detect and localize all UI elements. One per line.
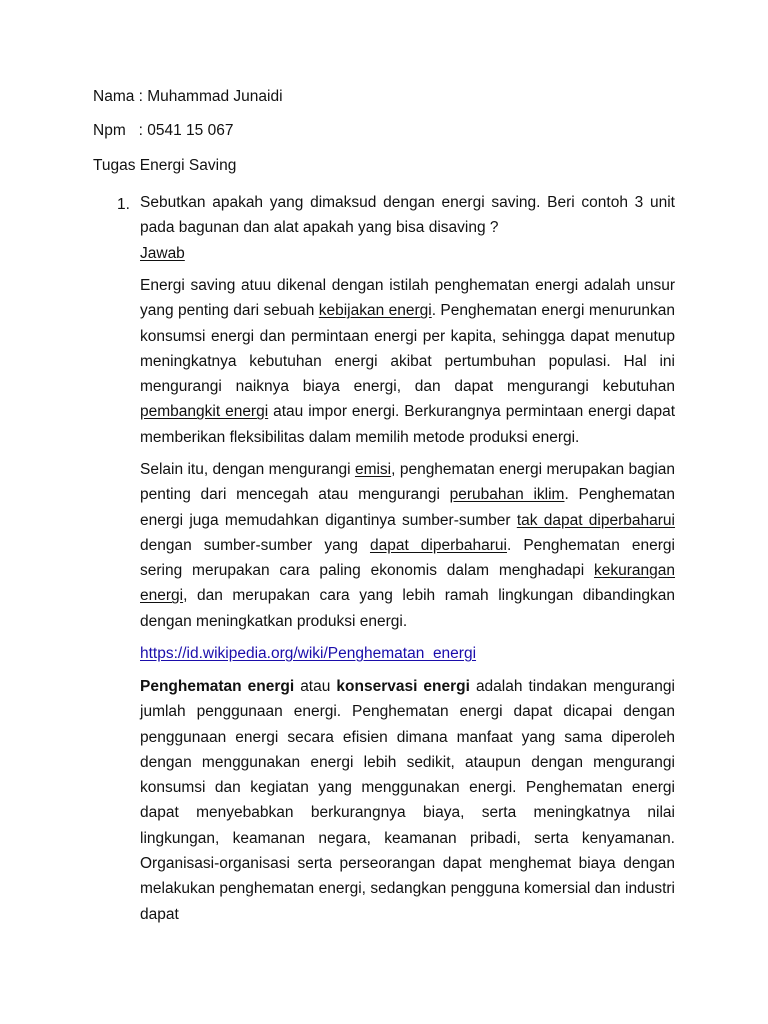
para1-text-1: Energi saving atuu dikenal dengan istilah penghematan energi adalah unsur yang penting dari sebuah bbox=[140, 277, 675, 320]
para3-text-2: adalah tindakan mengurangi jumlah penggunaan energi. Penghematan energi dapat dicapai dengan penggunaan energi secara efisien dimana manfaat yang sama diperoleh dengan menggunakan energi lebih sedikit, ataupun dengan mengurangi konsumsi dan kegiatan yang menggunakan energi. Penghematan energi dapat menyebabkan berkurangnya biaya, serta meningkatnya nilai lingkungan, keamanan negara, keamanan pribadi, serta kenyamanan. Organisasi-organisasi serta perseorangan dapat menghemat biaya dengan melakukan penghematan energi, sedangkan pengguna komersial dan industri dapat bbox=[140, 678, 675, 923]
source-url-link[interactable]: https://id.wikipedia.org/wiki/Penghematan_energi bbox=[140, 645, 477, 662]
answer-paragraph-1 bbox=[140, 273, 675, 450]
para2-text-4: dengan sumber-sumber yang bbox=[140, 536, 370, 554]
para2-text-5: . Penghematan energi sering merupakan cara paling ekonomis dalam menghadapi bbox=[140, 536, 675, 580]
link-perubahan-iklim[interactable]: perubahan iklim bbox=[449, 486, 565, 504]
answer-label: Jawab bbox=[140, 244, 185, 262]
term-konservasi-energi: konservasi energi bbox=[336, 678, 470, 695]
question-number: 1. bbox=[117, 196, 130, 213]
question-text: Sebutkan apakah yang dimaksud dengan energi saving. Beri contoh 3 unit pada bagunan dan alat apakah yang bisa disaving ? bbox=[140, 194, 675, 237]
link-emisi[interactable]: emisi bbox=[354, 461, 392, 478]
para1-text-2: . Penghematan energi menurunkan konsumsi energi dan permintaan energi per kapita, sehingga dapat menutup meningkatnya kebutuhan energi akibat pertumbuhan populasi. Hal ini mengurangi naiknya biaya energi, dan dapat mengurangi kebutuhan bbox=[140, 302, 676, 396]
link-kekurangan-energi[interactable]: kekurangan energi bbox=[140, 562, 675, 605]
para2-text-1: Selain itu, dengan mengurangi bbox=[140, 461, 355, 478]
source-block bbox=[140, 641, 675, 666]
para2-text-6: , dan merupakan cara yang lebih ramah lingkungan dibandingkan dengan meningkatkan produksi energi. bbox=[140, 587, 675, 630]
link-kebijakan-energi[interactable]: kebijakan energi bbox=[318, 302, 432, 320]
answer-paragraph-3 bbox=[140, 674, 675, 927]
student-npm: Npm : 0541 15 067 bbox=[93, 122, 234, 139]
para1-text-3: atau impor energi. Berkurangnya permintaan energi dapat memberikan fleksibilitas dalam memilih metode produksi energi. bbox=[140, 403, 676, 446]
link-pembangkit-energi[interactable]: pembangkit energi bbox=[140, 403, 269, 421]
para2-text-2: , penghematan energi merupakan bagian penting dari mencegah atau mengurangi bbox=[140, 461, 676, 504]
assignment-title: Tugas Energi Saving bbox=[93, 157, 237, 174]
link-tak-dapat-diperbaharui[interactable]: tak dapat diperbaharui bbox=[516, 511, 675, 529]
para3-text-1: atau bbox=[294, 678, 337, 695]
question-block bbox=[140, 190, 675, 266]
term-penghematan-energi: Penghematan energi bbox=[140, 678, 295, 695]
para2-text-3: . Penghematan energi juga memudahkan digantinya sumber-sumber bbox=[140, 486, 675, 529]
answer-paragraph-2 bbox=[140, 457, 675, 634]
link-dapat-diperbaharui[interactable]: dapat diperbaharui bbox=[369, 536, 507, 554]
student-name: Nama : Muhammad Junaidi bbox=[93, 88, 283, 105]
